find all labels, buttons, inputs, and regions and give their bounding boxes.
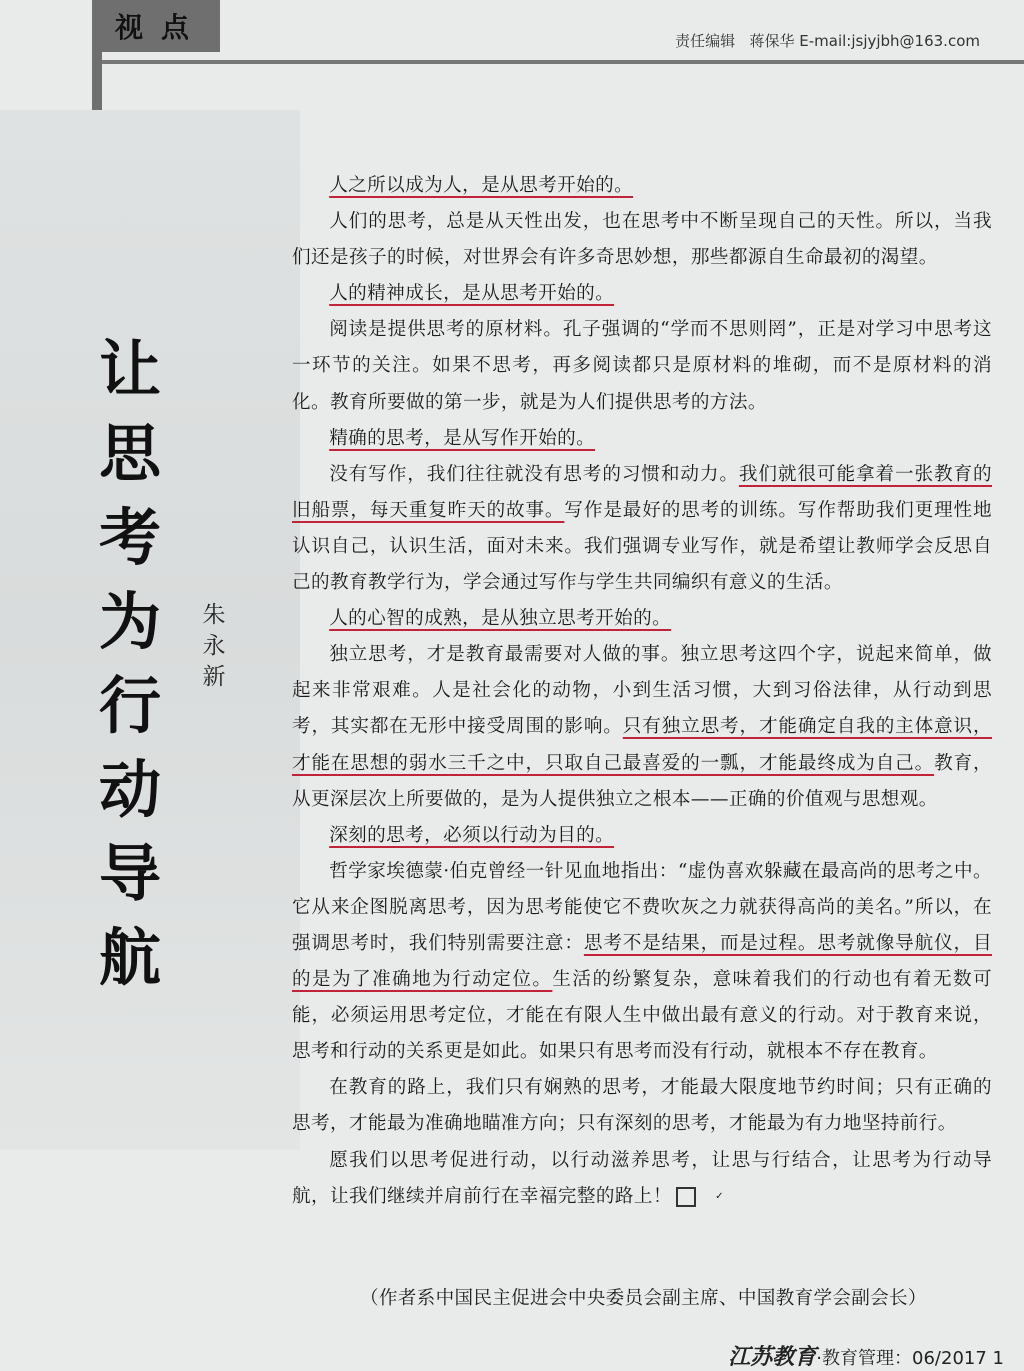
issue-number: 06/2017: [912, 1348, 987, 1369]
title-char: 动: [98, 753, 161, 826]
paragraph-heading: [292, 276, 992, 312]
paragraph: [292, 637, 992, 817]
paragraph: [292, 1070, 992, 1142]
text-run: 写作是最好的思考的训练。写作帮助我们更理性地认识自己，认识生活，面对未来。我们强调专业写作，就是希望让教师学会反思自己的教育教学行为，学会通过写作与学生共同编织有意义的生活。: [292, 499, 992, 594]
end-mark-icon: ✓: [676, 1187, 696, 1207]
section-tab-bar: [92, 52, 102, 110]
title-char: 思: [98, 417, 161, 490]
editor-info: [675, 30, 980, 51]
text-run: 阅读是提供思考的原材料。孔子强调的“学而不思则罔”，正是对学习中思考这一环节的关注。如果不思考，再多阅读都只是原材料的堆砌，而不是原材料的消化。教育所要做的第一步，就是为人们提供思考的方法。: [292, 319, 992, 413]
author-name: [200, 600, 228, 693]
article-body: [292, 168, 992, 1215]
paragraph: [292, 1143, 992, 1215]
journal-section: ·教育管理：: [816, 1348, 913, 1369]
author-char: 永: [202, 633, 226, 659]
text-run: 哲学家埃德蒙·伯克曾经一针见血地指出：“虚伪喜欢躲藏在最高尚的思考之中。它从来企图脱离思考，因为思考能使它不费吹灰之力就获得高尚的美名。”所以，在强调思考时，我们特别需要注意：: [292, 860, 992, 954]
paragraph-heading: [292, 818, 992, 854]
editor-name: 蒋保华: [749, 32, 795, 50]
title-char: 为: [98, 585, 161, 658]
journal-name: 江苏教育: [728, 1344, 817, 1370]
text-run: 在教育的路上，我们只有娴熟的思考，才能最大限度地节约时间；只有正确的思考，才能最为准确地瞄准方向；只有深刻的思考，才能最为有力地坚持前行。: [292, 1077, 992, 1135]
page-footer: [728, 1340, 1004, 1371]
section-tab: 视点: [92, 0, 220, 52]
editor-email: E-mail:jsjyjbh@163.com: [799, 32, 980, 50]
underlined-text: 人的精神成长，是从思考开始的。: [329, 283, 615, 305]
text-run: 教育，从更深层次上所要做的，是为人提供独立之根本——正确的价值观与思想观。: [292, 752, 993, 810]
paragraph-heading: [292, 421, 992, 457]
text-run: 愿我们以思考促进行动，以行动滋养思考，让思与行结合，让思考为行动导航，让我们继续并肩前行在幸福完整的路上！: [292, 1149, 992, 1207]
editor-label: 责任编辑: [675, 32, 736, 50]
underlined-text: 人的心智的成熟，是从独立思考开始的。: [329, 608, 672, 630]
underlined-text: 深刻的思考，必须以行动为目的。: [329, 824, 615, 846]
paragraph: [292, 204, 992, 276]
paragraph: [292, 854, 992, 1071]
author-char: 新: [202, 664, 226, 690]
paragraph: [292, 312, 992, 420]
text-run: 独立思考，才是教育最需要对人做的事。独立思考这四个字，说起来简单，做起来非常艰难。人是社会化的动物，小到生活习惯，大到习俗法律，从行动到思考，其实都在无形中接受周围的影响。: [292, 644, 992, 738]
title-char: 行: [98, 669, 161, 742]
paragraph-heading: [292, 601, 992, 637]
paragraph-heading: [292, 168, 992, 204]
article-title: [88, 328, 172, 1000]
title-char: 航: [98, 921, 161, 994]
text-run: 人们的思考，总是从天性出发，也在思考中不断呈现自己的天性。所以，当我们还是孩子的时候，对世界会有许多奇思妙想，那些都源自生命最初的渴望。: [292, 211, 992, 269]
title-char: 让: [98, 333, 161, 406]
author-byline: （作者系中国民主促进会中央委员会副主席、中国教育学会副会长）: [360, 1288, 927, 1309]
header-rule: [102, 60, 1024, 64]
page-number: 1: [992, 1348, 1004, 1369]
underlined-text: 人之所以成为人，是从思考开始的。: [329, 175, 634, 196]
author-char: 朱: [202, 602, 226, 628]
title-char: 考: [98, 501, 161, 574]
underlined-text: 思考不是结果，而是过程。思考就像导航仪，目的是为了准确地为行动定位。: [292, 932, 992, 991]
title-char: 导: [98, 837, 161, 910]
underlined-text: 精确的思考，是从写作开始的。: [329, 427, 596, 449]
text-run: 没有写作，我们往往就没有思考的习惯和动力。: [329, 463, 739, 485]
underlined-text: 只有独立思考，才能确定自我的主体意识，才能在思想的弱水三千之中，只取自己最喜爱的一瓢，才能最终成为自己。: [292, 716, 992, 774]
underlined-text: 我们就很可能拿着一张教育的旧船票，每天重复昨天的故事。: [292, 463, 992, 521]
text-run: 生活的纷繁复杂，意味着我们的行动也有着无数可能，必须运用思考定位，才能在有限人生中做出最有意义的行动。对于教育来说，思考和行动的关系更是如此。如果只有思考而没有行动，就根本不存在教育。: [292, 969, 992, 1063]
paragraph: [292, 457, 992, 601]
